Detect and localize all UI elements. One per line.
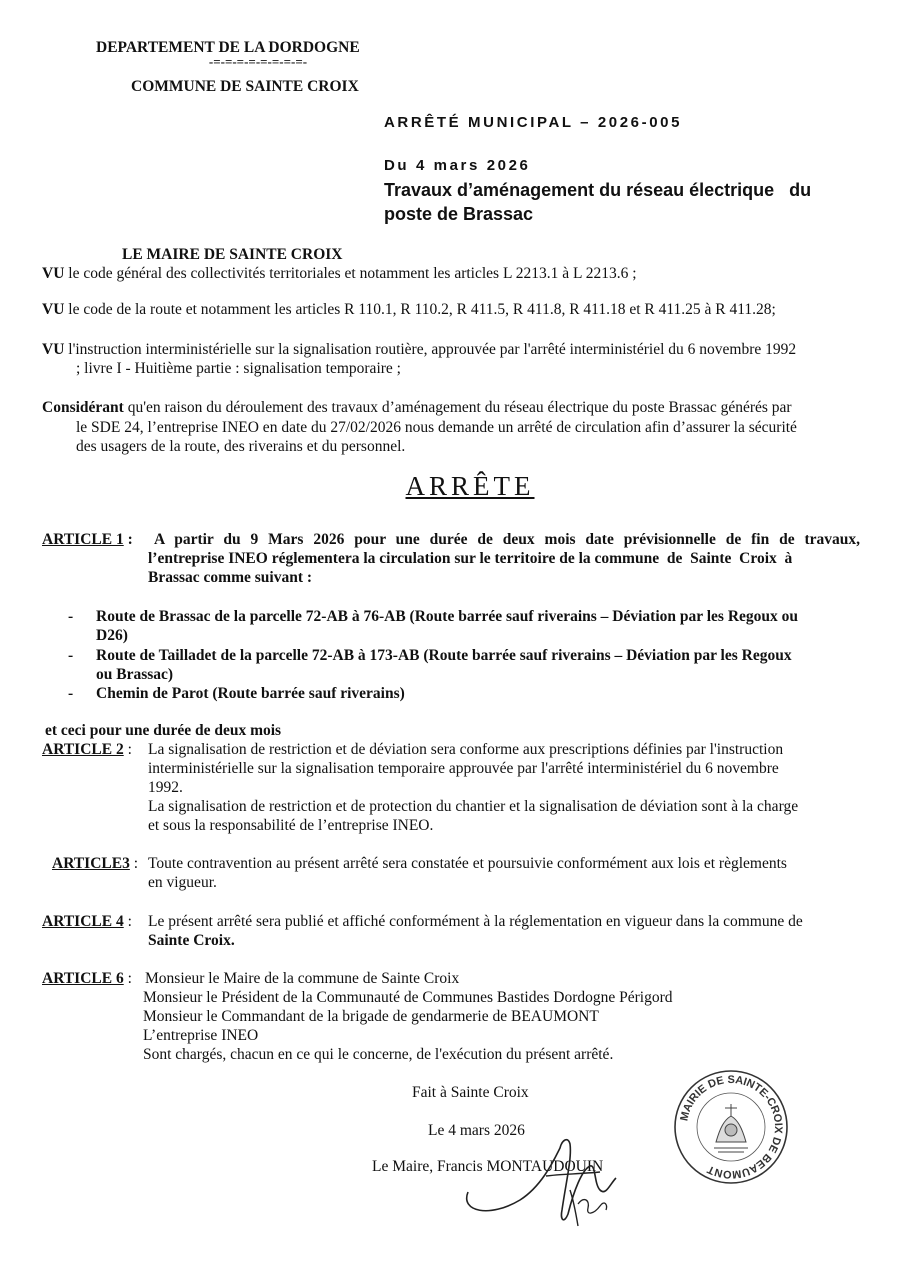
article-3-separator: : [129, 855, 142, 872]
vu-label: VU [42, 301, 65, 318]
article-1-line-2: l’entreprise INEO réglementera la circulation sur le territoire de la commune de Sainte Croix à [148, 550, 793, 567]
arrete-date: Du 4 mars 2026 [384, 157, 531, 174]
article-3-line-1: Toute contravention au présent arrêté sera constatée et poursuivie conformément aux lois et règlements [148, 855, 787, 872]
article-3-heading [52, 854, 142, 873]
bullet-dash: - [68, 647, 74, 664]
bullet-item-1: Route de Brassac de la parcelle 72-AB à 76-AB (Route barrée sauf riverains – Déviation par les Regoux ou [96, 608, 799, 625]
article-4-line-1: Le présent arrêté sera publié et affiché conformément à la réglementation en vigueur dans la commune de [148, 913, 803, 930]
bullet-item-3: Chemin de Parot (Route barrée sauf riverains) [96, 685, 405, 702]
bullet-dash: - [68, 685, 74, 702]
article-2-heading [42, 740, 136, 759]
article-6-closing-line: Sont chargés, chacun en ce qui le concerne, de l'exécution du présent arrêté. [143, 1046, 614, 1063]
article-2-label: ARTICLE 2 [42, 741, 124, 758]
considerant-text: qu'en raison du déroulement des travaux d’aménagement du réseau électrique du poste Brassac générés par [123, 399, 792, 416]
department-heading: DEPARTEMENT DE LA DORDOGNE [96, 39, 360, 56]
closing-date: Le 4 mars 2026 [428, 1122, 525, 1139]
article-6-separator: : [123, 970, 136, 987]
seal-emblem [714, 1104, 748, 1152]
article-4-label: ARTICLE 4 [42, 913, 124, 930]
article-4-heading [42, 912, 140, 931]
article-6-recipient: Monsieur le Maire de la commune de Sainte Croix [145, 970, 460, 987]
vu-text: l'instruction interministérielle sur la signalisation routière, approuvée par l'arrêté interministériel du 6 novembre 1992 [64, 341, 797, 358]
vu-label: VU [42, 265, 65, 282]
arrete-number: ARRÊTÉ MUNICIPAL – 2026-005 [384, 114, 683, 131]
article-3-line-2: en vigueur. [148, 874, 217, 891]
bullet-item-2-line-2: ou Brassac) [96, 666, 174, 683]
article-6-recipient: Monsieur le Président de la Communauté de Communes Bastides Dordogne Périgord [143, 989, 673, 1006]
mairie-seal [672, 1068, 790, 1186]
signature-graphic [450, 1130, 650, 1230]
vu-paragraph-2 [42, 300, 862, 319]
subject-line-2: poste de Brassac [384, 204, 534, 224]
closing-place: Fait à Sainte Croix [412, 1084, 529, 1101]
article-1-heading [42, 530, 137, 549]
article-6-recipient: L’entreprise INEO [143, 1027, 259, 1044]
article-4-line-2: Sainte Croix. [148, 932, 235, 949]
closing-signatory: Le Maire, Francis MONTAUDOUIN [372, 1158, 604, 1175]
article-4-separator: : [123, 913, 140, 930]
vu-text: le code de la route et notamment les articles R 110.1, R 110.2, R 411.5, R 411.8, R 411.18 et R 411.25 à R 411.28; [64, 301, 776, 318]
vu-label: VU [42, 341, 65, 358]
article-2-line-4: La signalisation de restriction et de protection du chantier et la signalisation de déviation sont à la charge [148, 798, 799, 815]
vu-text: le code général des collectivités territoriales et notamment les articles L 2213.1 à L 2213.6 ; [64, 265, 637, 282]
subject-line-1: Travaux d’aménagement du réseau électrique du [384, 180, 812, 200]
article-1-line-3: Brassac comme suivant : [148, 569, 313, 586]
bullet-item-2: Route de Tailladet de la parcelle 72-AB à 173-AB (Route barrée sauf riverains – Déviation par les Regoux [96, 647, 792, 664]
article-1-label: ARTICLE 1 [42, 531, 124, 548]
bullet-dash: - [68, 608, 74, 625]
article-2-separator: : [123, 741, 136, 758]
bullet-item-1-line-2: D26) [96, 627, 128, 644]
article-6-label: ARTICLE 6 [42, 970, 124, 987]
article-1-line-1: A partir du 9 Mars 2026 pour une durée de deux mois date prévisionnelle de fin de travaux, [154, 531, 860, 548]
article-2-line-3: 1992. [148, 779, 183, 796]
considerant-paragraph [42, 398, 862, 417]
article-6-recipient: Monsieur le Commandant de la brigade de gendarmerie de BEAUMONT [143, 1008, 599, 1025]
considerant-line-3: des usagers de la route, des riverains et du personnel. [76, 438, 406, 455]
considerant-label: Considérant [42, 399, 124, 416]
duration-note: et ceci pour une durée de deux mois [45, 722, 282, 739]
signature-stroke [546, 1172, 600, 1176]
article-2-line-1: La signalisation de restriction et de déviation sera conforme aux prescriptions définies par l'instruction [148, 741, 784, 758]
article-2-line-5: et sous la responsabilité de l’entreprise INEO. [148, 817, 434, 834]
commune-heading: COMMUNE DE SAINTE CROIX [131, 78, 359, 95]
signature-stroke [578, 1200, 607, 1213]
considerant-line-2: le SDE 24, l’entreprise INEO en date du 27/02/2026 nous demande un arrêté de circulation afin d’assurer la sécurité [76, 419, 797, 436]
signature-stroke [467, 1140, 616, 1220]
article-2-line-2: interministérielle sur la signalisation temporaire approuvée par l'arrêté interministériel du 6 novembre [148, 760, 779, 777]
article-1-separator: : [123, 531, 137, 548]
article-6-heading [42, 969, 136, 988]
article-3-label: ARTICLE3 [52, 855, 130, 872]
arrete-title: ARRÊTE [405, 471, 535, 501]
header-separator: -=-=-=-=-=-=-=-=- [208, 54, 308, 69]
vu-paragraph-3 [42, 340, 862, 359]
maire-heading: LE MAIRE DE SAINTE CROIX [122, 246, 343, 263]
vu-paragraph-3-line-2: ; livre I - Huitième partie : signalisation temporaire ; [76, 360, 401, 377]
seal-text: MAIRIE DE SAINTE-CROIX DE BEAUMONT [678, 1073, 785, 1181]
vu-paragraph-1 [42, 264, 862, 283]
